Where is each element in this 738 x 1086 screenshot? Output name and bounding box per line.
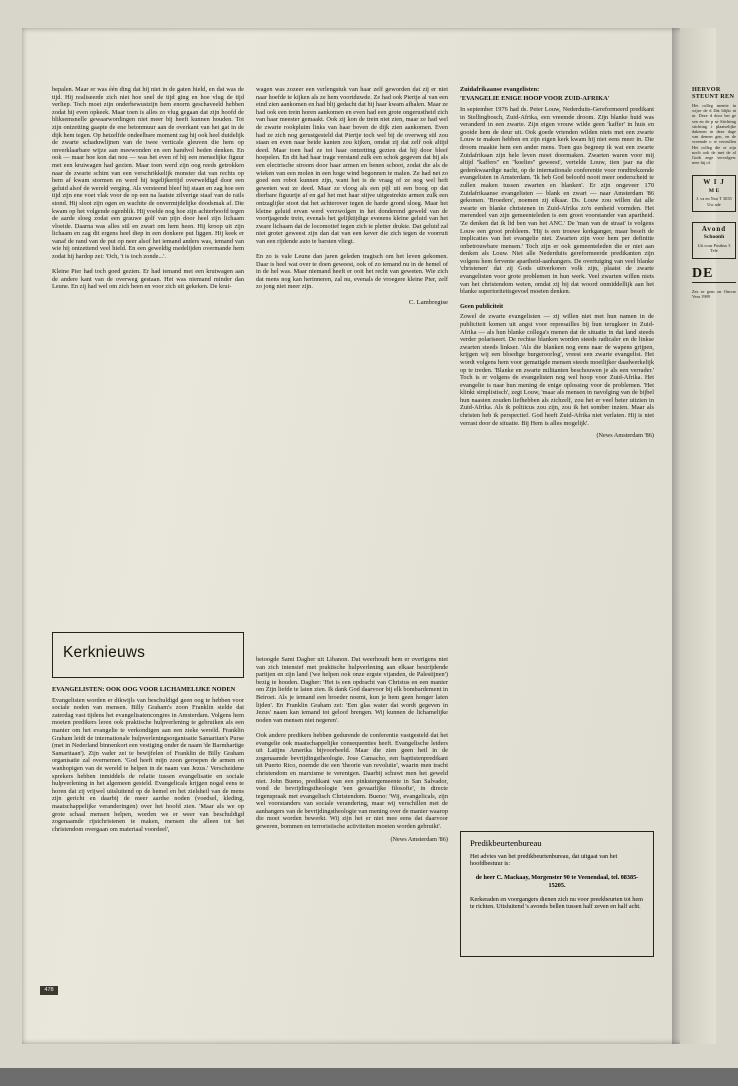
- body-paragraph: bepalen. Maar er was één ding dat hij niet in de gaten hield, en dat was de tijd. Hij realiseerde zich niet hoe snel de tijd ging en hoe vlug de tijd verliep. Toch moet zijn onderbewustzijn hem enorm geschaveeld hebben zodat hij even opkeek. Maar toen is alles zo vlug gegaan dat zijn hoofd de bliksemsnelle gewaarwordingen niet meer bij heeft kunnen houden. Tot zijn ontzetting gaapte de ene betonmuur aan de overkant van het gat in de dijk hem tegen. Op hetzelfde ondeelbare moment zag hij ook heel duidelijk de zwarte schaduwlijnen van de twee verticale gleuven die hem op onverklaarbare wijze aan meewonden en een handvol beden denken. En ook — maar hoe kon dat nou — was het even of hij een menselijke figuur met een kruiwagen had gezien. Maar toen werd zijn oog reeds getrokken naar de zwarte schim van een verschrikkelijk monster dat van rechts op hem af kwam stormen en werd hij tegelijkertijd overweldigd door een geluid alsof de wereld verging. Als versteend bleef hij staan en zag hoe een tijd zijn ene voet vlak voor de op een na laatste zilverige staaf van de rails stond. Hij sloot zijn ogen en wachtte de onvermijdelijke doodsmak af. Die kwam op het volgende ogenblik. Hij voelde nog hoe zijn achterhoofd tegen de aarde sloeg zodat een grauwe golf van pijn door heel zijn lichaam vloeide. Daarna was alles stil en zwart om hem heen. Hij kroop uit zijn lichaam en zag dit ergens heel diep in een donkere put liggen. Hij keek er vanaf de rand van de put op neer alsof het iemand anders was, iemand van wie hij ontzettend veel hield. En een geweldig medelijden overmande hem zodat hij hardop zei: 'Och, 't is toch zonde...'.: [52, 86, 244, 261]
- column-left: [52, 86, 244, 291]
- predikbeurtenbureau-box: [460, 831, 654, 957]
- box-title: Predikbeurtenbureau: [470, 838, 542, 848]
- article-source: (News Amsterdam '86): [390, 835, 448, 843]
- column-left-kerknieuws: [52, 686, 244, 1086]
- body-paragraph: wagen was zozeer een verlengstuk van haar zelf geworden dat zij er niet naar hoefde te kijken als ze hem voortduwde. Ze had ook Piertje al van een eind zien aankomen en had blij gedacht dat hij haar kwam afhalen. Maar ze had ook een trein horen aankomen en even had een grote ongerustheid zich van haar meester gemaakt. Ook zij kon de trein niet zien, maar ze had wel de zwarte rookpluim links van haar boven de dijk zien aankomen. Even had ze zich nog gerustgesteld dat Piertje toch wel bij de overweg stil zou staan en even naar beide kanten zou kijken, omdat zij dat zelf ook altijd deed. Maar toen had ze tot haar ontzetting gezien dat hij door bleef hoepelen. En dit had haar trage verstand zulk een schok gegeven dat hij als een electrische stroom door haar armen en benen schoot, zodat die als de wieken van een molen in een hoge wind begonnen te malen. Ze had net zo goed een robot kunnen zijn, want het is de vraag of ze nog wel heft geweten wat ze deed. Maar ze vloog als een pijl uit een boog op dat dierbare figuurtje af en gaf het met haar stijve uitgestrekte armen zulk een ontzaglijke stoot dat het achterover tegen de harde grond sloeg. Maar het kleine geluid ervan werd verzwolgen in het donderend geweld van de voortjagende trein, evenals het gelijktijdige evenens kleine geluid van het zware lichaam dat de locomotief tegen zich te pletter drukte. Dat geluid zal niet groter geweest zijn dan dat van een kever die zich tegen de voorruit van een rijdende auto te barsten vliegt.: [256, 86, 448, 245]
- box-body: Kerkeraden en voorgangers dienen zich nu voor preekbeurten tot hem te richten. Uitsluitend 's avonds bellen tussen half zeven en half acht.: [470, 895, 643, 911]
- facing-page-body: Het colleg mentie in wijze de d Dat blijkt ni ni. Deze d door het ge sen en de p se Stichting stichting t plaatselijke dakenen in deze dage van demen gen, en de vreemde o te vertrullen Het colleg die er zijn noch ook de met de af Gods zege vervolgen: neer hij of: [692, 103, 736, 166]
- article-kicker: Zuidafrikaanse evangelisten:: [460, 86, 540, 93]
- body-paragraph: betoogde Sami Dagher uit Libanon. Dat weerhoudt hem er overigens niet van zich intensief met praktische hulpverlening aan elkaar bestrijdende partijen en zijn land ('we helpen ook onze ergste vijanden, de Palestijnen') bezig te houden. Dagher: 'Het is een opdracht van Christus en een manier om Zijn liefde te laten zien. Ik dank God daarvoor bij elk bombardement in Beiroet. Als je iemand een broeder noemt, kun je hem geen honger laten lijden'. En Franklin Graham zei: 'Een glas water dat wordt gegeven in Jezus' naam kan iemand tot geloof brengen. Wij kunnen de lichamelijke noden van mensen niet negeren'.: [256, 656, 448, 724]
- page-number: 478: [40, 986, 58, 995]
- column-middle-bottom: [256, 656, 448, 1086]
- body-paragraph: Evangelisten worden er dikwijls van beschuldigd geen oog te hebben voor sociale noden van mensen. Billy Graham's zoon Franklin stelde dat zaterdag vast tijdens het evangelisatencongres in Amsterdam. Volgens hem moeten predikers leren ook praktische hulpverlening te gebruiken als een manier om het evangelie te verkondigen aan een zieke wereld. Franklin Graham leidt de internationale hulpverleningsorganisatie Samaritan's Purse (met in Nederland binnenkort een vestiging onder de naam 'de Barmhartige Samaritaan'). Zijn vader zei te bewijfelen of Franklin de Billy Graham organisatie zal overnemen. 'God heeft mijn zoon geroepen de armen en wanhopigen van de wereld te helpen in de naam van Jezus.' Verscheidene sprekers hebben inmiddels de relatie tussen evangelisatie en sociale hulpverlening in het algemeen gesteld. Evangelicals krijgen nogal eens te horen dat zij vrijwel uitsluitend op de hemel en het zielsheil van de mens zijn gericht en daarbij de meer aardse noden (voedsel, kleding, maatschappelijke veranderingen) over het hoofd zien. 'Maar als we op grote schaal mensen helpen, worden we er weer van beschuldigd zogenaamde rijstchristenen te maken, mensen die alleen tot het christendom overgaan om materiaal voordeel',: [52, 696, 244, 833]
- body-paragraph: Kleine Pier had toch goed gezien. Er had iemand met een kruiwagen aan de andere kant van de overweg gestaan. Het was niemand minder dan Leune. En zij had wel om zich heen en voor zich uit gekeken. De krui-: [52, 268, 244, 291]
- ad-subhead: M E: [708, 187, 720, 194]
- article-heading: 'EVANGELIE ENIGE HOOP VOOR ZUID-AFRIKA': [460, 95, 610, 103]
- divider: [692, 282, 736, 283]
- column-right: [460, 86, 654, 826]
- facing-page-bigword: DE: [692, 265, 714, 281]
- column-middle-top: [256, 86, 448, 606]
- article-heading: EVANGELISTEN: OOK OOG VOOR LICHAMELIJKE NODEN: [52, 686, 236, 693]
- body-paragraph: En zo is vale Leune dan jaren geleden tragisch om het leven gekomen. Daar is heel wat over te doen geweest, ook of zo iemand nu in de hemel of in de hel was. Maar niemand heeft er ooit het recht van geweten. Wie zich dat mens nog kan herinneren, zal nu, evenals de vroegere kleine Pier, zelf zo jong niet meer zijn.: [256, 253, 448, 291]
- article-source: (News Amsterdam '86): [596, 432, 654, 440]
- ad-subhead: Schoonh: [703, 234, 725, 241]
- ad-lines: Uit vour Postbus 3 Tele: [697, 242, 731, 254]
- facing-page-column: [692, 86, 736, 1016]
- ad-headline: Avond: [701, 225, 727, 234]
- box-intro: Het advies van het predikbeurtenbureau, dat uitgaat van het hoofdbestuur is:: [470, 852, 618, 868]
- advertisement-box: [692, 222, 736, 259]
- advertisement-box: [692, 175, 736, 212]
- kerknieuws-masthead: [52, 632, 244, 678]
- author-signature: C. Lambregtse: [408, 299, 448, 307]
- body-paragraph: Zowel de zwarte evangelisten — zij willen niet met hun namen in de publiciteit komen uit angst voor represailles bij hun terugkeer in Zuid-Afrika — als hun blanke collega's menen dat de situatie in dat land steeds verder polariseert. De rechtse blanken worden steeds radicaler en de linkse zwarten steeds linkser. 'Als die blanken nog eens naar de wapens grijpen, krijgen wij een bloedige burgeroorlog', vreest een zwarte evangelist. Het wordt volgens hem voor gematigde mensen steeds moeilijker daadwerkelijk op te treden. 'Blanke en zwarte militanten beschouwen je als een verrader.' Toch is er volgens de evangelisten nog wel hoop voor Zuid-Afrika. Het evangelie is naar hun mening de enige oplossing voor de problemen. 'Het klinkt simplistisch', zegt Louw, 'maar als mensen in navolging van de bijbel hun naasten zouden liefhebben als zichzelf, zou het er veel beter uitzien in Zuid-Afrika. Als ik politicus zou zijn, zou ik het somber inzien. Maar als christen heb ik perspectief. God heeft Zuid-Afrika niet verlaten. Hij is niet verrast door de situatie. Bij Hem is alles mogelijk'.: [460, 313, 654, 427]
- page-content: [52, 86, 662, 1016]
- facing-page-heading: HERVOR STEUNT REN: [692, 86, 735, 100]
- ad-lines: J. va en Noo T 3035 Uw ade: [696, 196, 732, 207]
- article-subheading: Geen publiciteit: [460, 302, 504, 310]
- body-paragraph: In september 1976 had ds. Peter Louw, Nederduits-Gereformeerd predikant in Stellingbosch, Zuid-Afrika, een vreemde droom. Zijn blanke huid was veranderd in een zwarte. Zijn eigen vrouw wilde geen 'kaffer' in huis en gooide hem de deur uit. Ook goede vrienden wilden niets met een zwarte Louw te maken hebben en zijn eigen kerk kwam hij niet eens meer in. Die droom maakte hem een ander mens. Toen gus begreep ik wat een zwarte Zuidafrikaan zijn hele leven moet doormaken. Zwarten waren voor mij altijd ''kaffers'' en ''koelies'' geweest', vertelde Louw, tien jaar na die gedenkwaardige nacht, op de internationale conferentie voor rondtrekzende evangelisten in Amsterdam. 'Ik heb God beloofd nooit meer onderscheid te zullen maken tussen zwarten en blanken'. Er zijn ongeveer 170 Zuidafrikaanse evangelisten — blank en zwart — naar Amsterdam '86 gekomen. 'Broeders', noemen zij elkaar. Ds. Louw zou willen dat alle zwarte en blanke christenen in Zuid-Afrika zo'n eenheid vormden. Het merendeel van zijn gemeenteleden is een groot voorstander van apartheid. 'Ze denken dat ik lid ben van het ANC.' De 'man van de straat' is volgens Louw een groot probleem. 'Hij is een trouwe kerkganger, maar beseft de implicaties van het evangelie niet. Zwarten zijn voor hem per definitie onbetrouwbare mensen.' Toch zijn er ook gemeenteleden die er niet aan denken als Louw. Niet alle Nederduits gereformeerde predikanten zijn volgens hem fervente apartheid-aanhangers. De overtuiging van veel blanke 'christenen' dat zij Gods uitverkoren volk zijn, plaatst de zwarte evangelisten voor grote problemen in hun werk. Veel zwarten willen niets van het christendom weten, omdat zij bij dat woord onmiddellijk aan het blanke superioriteitsgevoel moeten denken.: [460, 106, 654, 296]
- ad-headline: W I J: [703, 178, 725, 187]
- ad-lines: Zes se gem on Omvar Vera 1989: [692, 288, 736, 300]
- body-paragraph: Ook andere predikers hebben gedurende de conferentie vastgesteld dat het evangelie ook maatschappelijke consequenties heeft. Evangelische leiders uit Latijns Amerika bijvoorbeeld. Maar die zien geen heil in de zogenaamde bevrijdingstheologie. Jose Camacho, een baptistenpredikant uit Puerto Rico, noemde die een 'theorie van revolutie', waarin men tracht christendom en marxisme te verenigen. Daarbij schuwt men het geweld niet. John Bueno, predikant van een pinkstergemeente in San Salvador, vond de bevrijdingstheologie 'een gevaarlijke filosofie', in directe tegenspraak met evangelisch Christendom. Bueno: 'Wij, evangelicals, zijn wel voorstanders van sociale verandering, maar wij verschillen met de aanhangers van de bevrijdingstheologie van mening over de manier waarop die moet worden bewerkt. Wij zijn het er niet mee eens dat daarvoor geweren, bommen en terroristische activiteiten moeten worden gebruikt'.: [256, 731, 448, 831]
- box-address: de heer C. Mackaay, Morgenster 90 te Veenendaal, tel. 08385-15205.: [475, 873, 639, 889]
- kerknieuws-title: Kerknieuws: [63, 644, 146, 661]
